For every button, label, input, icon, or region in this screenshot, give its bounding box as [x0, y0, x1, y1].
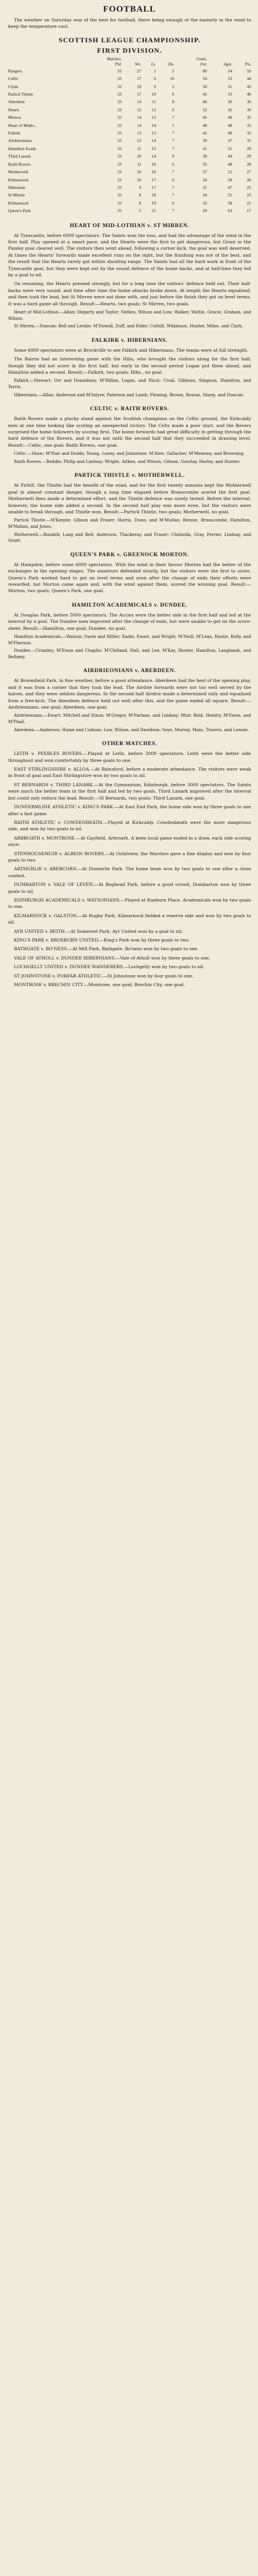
stat-cell: 50: [202, 83, 207, 89]
league-table-body: [8, 67, 251, 215]
stat-cell: 19: [151, 200, 157, 206]
stat-cell: 39: [202, 138, 207, 144]
team-lineup: Partick Thistle.—M'Kenzie; Gibson and Fraser; Harris, Dunn, and M'Mullan; Bennie, Branscombe, Hamilton, M'Mahon, and Jones.: [8, 517, 251, 530]
stat-cell: 17: [246, 208, 251, 214]
stat-cell: 18: [151, 192, 157, 198]
table-row: [8, 129, 251, 137]
table-row: [8, 90, 251, 98]
league-table-header-1: [8, 57, 251, 62]
stat-cell: 40: [227, 115, 232, 121]
stat-cell: 33: [117, 122, 122, 128]
stat-cell: 17: [151, 177, 157, 183]
team-name-cell: Partick Thistle: [8, 92, 34, 97]
team-name-cell: Raith Rovers: [8, 161, 31, 167]
stat-cell: 7: [172, 208, 175, 214]
stat-cell: 31: [202, 184, 207, 190]
report-paragraph: ARTHURLIE v. ABERCORN.—At Dunterlie Park. The home team won by two goals to one after a close contest.: [8, 866, 251, 878]
table-row: [8, 160, 251, 168]
section-heading: OTHER MATCHES.: [102, 741, 157, 747]
stat-cell: 17: [137, 92, 141, 97]
stat-cell: 40: [227, 130, 232, 136]
section-heading: CELTIC v. RAITH ROVERS.: [90, 406, 169, 413]
stat-cell: 7: [172, 130, 175, 136]
stat-cell: 6: [172, 161, 175, 167]
stat-cell: 25: [246, 184, 251, 190]
stat-cell: 33: [246, 130, 251, 136]
stat-cell: 33: [117, 154, 122, 159]
intro-paragraph: The weather on Saturday was of the best for football, there being enough of the easterly in the wind to keep the temperature cool.: [8, 17, 251, 30]
table-row: [8, 75, 251, 82]
report-paragraph: On resuming, the Hearts pressed strongly, but for a long time the visitors' defence held out. Their half-backs were very sound, and time after time the home attacks broke down. At length the Hearts equalised, and then took the lead, but St Mirren were not done with, and just before the finish they got on level terms. It was a hard game all through. Result:—Hearts, two goals; St Mirren, two goals.: [8, 281, 251, 307]
stat-cell: 33: [117, 92, 122, 97]
table-header-cell: [156, 57, 174, 62]
report-paragraph: LOCHGELLY UNITED v. DUNDEE WANDERERS.—Lochgelly won by two goals to nil.: [14, 964, 205, 970]
stat-cell: 54: [202, 76, 207, 82]
report-paragraph: The Bairns had an interesting game with the Hibs, who brought the visitors along for the first half, though they did not score in the first half, but early in the second period Logan put them ahead, and Hamilton added a second. Result:—Falkirk, two goals; Hibs., no goal.: [8, 356, 251, 375]
table-header-cell: [207, 57, 232, 62]
stat-cell: 6: [172, 107, 175, 112]
table-header-cell: [122, 57, 141, 62]
team-name-cell: Aberdeen: [8, 99, 25, 105]
stat-cell: 7: [172, 115, 175, 121]
table-row: [8, 207, 251, 214]
team-lineup: Falkirk.—Stewart; Orr and Donaldson; M'Millan, Logan, and Nicol; Croal, Gibbons, Simpson, Hamilton, and Terris.: [8, 378, 251, 389]
team-lineup: Celtic.—Shaw; M'Nair and Dodds; Young, Loney, and Johnstone; M'Atee, Gallacher, M'Menemy, and Browning.: [14, 451, 245, 457]
stat-cell: 46: [202, 99, 207, 105]
stat-cell: 14: [151, 122, 157, 128]
stat-cell: 11: [137, 145, 141, 151]
stat-cell: 33: [117, 138, 122, 144]
table-row: [8, 137, 251, 144]
report-paragraph: KING'S PARK v. BROXBURN UNITED.—King's Park won by three goals to two.: [14, 937, 190, 943]
table-row: [8, 122, 251, 129]
stat-cell: 47: [227, 138, 232, 144]
stat-cell: 33: [227, 92, 232, 97]
stat-cell: 7: [172, 145, 175, 151]
stat-cell: 48: [202, 122, 207, 128]
stat-cell: 13: [137, 130, 141, 136]
stat-cell: 1: [154, 68, 157, 74]
stat-cell: 31: [227, 83, 232, 89]
table-row: [8, 114, 251, 121]
stat-cell: 14: [151, 154, 157, 159]
stat-cell: 63: [227, 208, 232, 214]
stat-cell: 33: [117, 184, 122, 190]
team-lineup: Aberdeen.—Anderson; Hume and Colman; Low, Wilson, and Davidson; Soye, Murray, Main, Travers, and Lennie.: [14, 727, 249, 732]
stat-cell: 50: [227, 177, 232, 183]
stat-cell: 11: [151, 99, 157, 105]
team-lineup: Hibernians.—Allan; Anderson and M'Intyre; Paterson and Lamb; Fleming, Brown, Rowan, Sharp, and Duncan.: [14, 392, 245, 397]
stat-cell: 42: [227, 107, 232, 112]
stat-cell: 33: [227, 76, 232, 82]
stat-cell: 15: [151, 145, 157, 151]
league-table-header-2: [8, 62, 251, 67]
table-header-cell: Ls.: [151, 61, 157, 67]
team-name-cell: Hearts: [8, 107, 20, 112]
table-row: [8, 106, 251, 114]
stat-cell: 33: [117, 169, 122, 175]
stat-cell: 9: [172, 154, 175, 159]
stat-cell: 52: [227, 169, 232, 175]
stat-cell: 58: [227, 200, 232, 206]
stat-cell: 12: [137, 138, 141, 144]
table-row: [8, 67, 251, 75]
table-header-cell: [8, 62, 77, 67]
team-name-cell: Queen's Park: [8, 208, 31, 214]
stat-cell: 14: [137, 115, 141, 121]
section-heading: AIRDRIEONIANS v. ABERDEEN.: [83, 668, 176, 674]
stat-cell: 52: [202, 107, 207, 112]
stat-cell: 44: [227, 154, 232, 159]
stat-cell: 7: [172, 192, 175, 198]
report-paragraph: KILMARNOCK v. GALSTON.—At Rugby Park. Kilmarnock fielded a reserve side and won by two goals to nil.: [8, 913, 251, 925]
team-name-cell: Hamilton Acads.: [8, 145, 37, 151]
team-lineup: Motherwell.—Rundell; Lang and Bell; Anderson, Thackeray, and Fraser; Chisholm, Gray, Ferrier, Lindsay, and Grant.: [8, 531, 251, 543]
team-lineup: Airdrieonians.—Ewart; Mitchell and Dixon; M'Gregor, M'Farlane, and Lindsay; Muir, Reid, Hendry, M'Ewan, and M'Phail.: [8, 713, 251, 725]
stat-cell: 33: [117, 192, 122, 198]
report-paragraph: AYR UNITED v. BEITH.—At Somerset Park. Ayr United won by a goal to nil.: [14, 928, 183, 934]
stat-cell: 22: [246, 200, 251, 206]
stat-cell: 36: [227, 99, 232, 105]
stat-cell: 13: [151, 130, 157, 136]
division-title: FIRST DIVISION.: [97, 46, 162, 54]
report-paragraph: At Tynecastle, before 6000 spectators. The Saints won the toss, and had the advantage of the wind in the first half. Play opened at a smart pace, and the Hearts were the first to get dangerous, but Grant in the Paisley goal cleared well. The visitors then went ahead, following a corner kick, the goal was well deserved. At times the Hearts' forwards made excellent runs on the right, but the finishing was not of the best, and the result that the Hearts rarely got within shooting range. The Saints had all the hard work in front of the Tynecastle goal, but they were kept out by the sound defence of the home backs, and at half-time they led by a goal to nil.: [8, 232, 251, 278]
page-title: FOOTBALL: [103, 5, 157, 14]
stat-cell: 14: [137, 122, 141, 128]
stat-cell: 33: [117, 76, 122, 82]
stat-cell: 6: [154, 76, 157, 82]
stat-cell: 5: [172, 122, 175, 128]
section-heading: HEART OF MID-LOTHIAN v. ST MIRREN.: [70, 222, 190, 229]
stat-cell: 6: [172, 177, 175, 183]
team-lineup: St Mirren.—Duncan; Bell and Leckie; M'Dowall, Duff, and Elder; Cuthill, Wilkinson, Hunter, Milne, and Clark.: [14, 323, 244, 329]
stat-cell: 5: [172, 83, 175, 89]
stat-cell: 35: [246, 115, 251, 121]
stat-cell: 34: [202, 177, 207, 183]
team-name-cell: Celtic: [8, 76, 19, 82]
table-header-cell: Pld.: [115, 61, 122, 67]
report-paragraph: BATHGATE v. BO'NESS.—At Mill Park, Bathgate. Bo'ness won by two goals to one.: [14, 946, 199, 952]
team-name-cell: Hibernian: [8, 184, 26, 190]
stat-cell: 33: [117, 208, 122, 214]
stat-cell: 48: [227, 161, 232, 167]
team-lineup: Hamilton Academicals.—Watson; Davie and Miller; Eadie, Ewart, and Wright; M'Neill, M'Lean, Hastie, Kelly, and M'Pherson.: [8, 634, 251, 645]
team-name-cell: Kilmarnock: [8, 200, 29, 206]
table-header-cell: [8, 57, 77, 62]
team-name-cell: Third Lanark: [8, 154, 31, 159]
report-paragraph: DUMBARTON v. VALE OF LEVEN.—At Boghead Park, before a good crowd. Dumbarton won by three goals to nil.: [8, 882, 251, 894]
stat-cell: 6: [172, 92, 175, 97]
report-paragraph: ARBROATH v. MONTROSE.—At Gayfield, Arbroath. A keen local game ended in a draw, each side scoring once.: [8, 835, 251, 848]
table-header-cell: Wn.: [135, 61, 141, 67]
stat-cell: 19: [137, 83, 141, 89]
stat-cell: 36: [246, 107, 251, 112]
table-header-cell: [232, 57, 251, 62]
stat-cell: 29: [246, 145, 251, 151]
stat-cell: 33: [117, 145, 122, 151]
report-paragraph: Raith Rovers made a plucky stand against the Scottish champions on the Celtic ground, the Kirkcaldy men at one time looking like scoring an unexpected victory. The Celts made a poor start, and the Rovers surprised the home followers by scoring first. The home forwards had great difficulty in getting through the hard defence of the Rovers, and it was not until the second half that they succeeded in drawing level. Result:—Celtic, one goal; Raith Rovers, one goal.: [8, 416, 251, 448]
stat-cell: 33: [117, 130, 122, 136]
team-name-cell: Rangers: [8, 68, 23, 74]
stat-cell: 16: [151, 169, 157, 175]
stat-cell: 51: [227, 145, 232, 151]
stat-cell: 80: [202, 68, 207, 74]
team-name-cell: Morton: [8, 115, 21, 121]
report-paragraph: DUNFERMLINE ATHLETIC v. KING'S PARK.—At East End Park, the home side won by three goals to one after a fast game.: [8, 804, 251, 816]
team-name-cell: St Mirren: [8, 192, 25, 198]
stat-cell: 16: [151, 161, 157, 167]
stat-cell: 33: [117, 177, 122, 183]
stat-cell: 10: [151, 92, 157, 97]
league-title: SCOTTISH LEAGUE CHAMPIONSHIP.: [59, 35, 201, 44]
team-name-cell: Clyde: [8, 83, 19, 89]
stat-cell: 9: [139, 184, 141, 190]
stat-cell: 33: [117, 68, 122, 74]
report-paragraph: EAST STIRLINGSHIRE v. ALLOA.—At Bainsford, before a moderate attendance. The visitors were weak in front of goal and East Stirlingshire won by two goals to nil.: [8, 767, 251, 779]
stat-cell: 23: [246, 192, 251, 198]
report-paragraph: LEITH v. PEEBLES ROVERS.—Played at Leith, before 3000 spectators. Leith were the better side throughout and won comfortably by three goals to one.: [8, 751, 251, 763]
stat-cell: 12: [151, 107, 157, 112]
stat-cell: 35: [202, 161, 207, 167]
team-name-cell: Falkirk: [8, 130, 21, 136]
section-heading: QUEEN'S PARK v. GREENOCK MORTON.: [70, 552, 189, 558]
stat-cell: 12: [151, 115, 157, 121]
stat-cell: 24: [227, 68, 232, 74]
stat-cell: 10: [137, 177, 141, 183]
table-row: [8, 152, 251, 160]
stat-cell: 48: [227, 122, 232, 128]
team-lineup: Raith Rovers.—Reddie; Philip and Lindsay; Wright, Aitken, and Wilson; Gibson, Gourlay, Harley, and Hunter.: [14, 458, 241, 464]
stat-cell: 10: [137, 169, 141, 175]
stat-cell: 29: [202, 208, 207, 214]
stat-cell: 33: [117, 99, 122, 105]
stat-cell: 33: [117, 83, 122, 89]
stat-cell: 33: [117, 107, 122, 112]
stat-cell: 17: [151, 184, 157, 190]
section-heading: PARTICK THISTLE v. MOTHERWELL.: [74, 473, 185, 479]
stat-cell: 37: [202, 169, 207, 175]
stat-cell: 26: [246, 177, 251, 183]
stat-cell: 59: [246, 68, 251, 74]
stat-cell: 7: [172, 184, 175, 190]
table-header-cell: Matches.: [107, 56, 122, 61]
league-table: [8, 57, 251, 215]
stat-cell: 45: [202, 115, 207, 121]
stat-cell: 31: [246, 138, 251, 144]
report-paragraph: Some 6000 spectators were at Brockville to see Falkirk and Hibernians. The teams were at full strength.: [14, 347, 248, 353]
stat-cell: 33: [117, 200, 122, 206]
stat-cell: 45: [202, 92, 207, 97]
stat-cell: 41: [202, 145, 207, 151]
report-paragraph: At Firhill, the Thistle had the benefit of the wind, and for the first twenty minutes kept the Motherwell goal in almost constant danger, though a long time elapsed before Branscombe scored the first goal. Motherwell then made a determined effort, and the Thistle defence was sorely tested. Before the interval, however, the home side added a second. In the second half play was more even, but the visitors were unable to break through, and Thistle won. Result:—Partick Thistle, two goals; Motherwell, no goal.: [8, 483, 251, 515]
table-header-cell: Goals.: [196, 56, 207, 61]
table-header-cell: Pts.: [245, 61, 251, 67]
report-paragraph: At Hampden, before some 6000 spectators. With the wind in their favour Morton had the better of the exchanges in the opening stages. The amateurs defended stoutly, but the visitors were the first to score. Queen's Park worked hard to get on level terms and soon after the change of ends their efforts were rewarded, but Morton came again and, with the wind against them, scored the winning goal. Result:—Morton, two goals; Queen's Park, one goal.: [8, 561, 251, 594]
stat-cell: 44: [246, 76, 251, 82]
stat-cell: 17: [137, 76, 141, 82]
report-paragraph: VALE OF ATHOLL v. DUNDEE HIBERNIANS.—Vale of Atholl won by three goals to one.: [14, 955, 210, 961]
stat-cell: 9: [154, 83, 157, 89]
table-header-cell: Dn.: [168, 61, 175, 67]
report-paragraph: ST JOHNSTONE v. FORFAR ATHLETIC.—St Johnstone won by four goals to one.: [14, 973, 194, 979]
stat-cell: 33: [117, 161, 122, 167]
stat-cell: 21: [151, 208, 157, 214]
stat-cell: 11: [137, 161, 141, 167]
table-row: [8, 98, 251, 105]
stat-cell: 29: [246, 154, 251, 159]
stat-cell: 15: [137, 107, 141, 112]
stat-cell: 36: [246, 99, 251, 105]
team-lineup: Heart of Mid-Lothian.—Allan; Hegarty and Taylor; Nellies, Wilson and Low; Walker, Wattie, Gracie, Graham, and Wilson.: [8, 309, 251, 321]
report-paragraph: At Douglas Park, before 5000 spectators. The Accies were the better side in the first half and led at the interval by a goal. The Dundee men improved after the change of ends, but were unable to get on the score-sheet. Result:—Hamilton, one goal; Dundee, no goal.: [8, 612, 251, 631]
table-header-cell: Agst.: [224, 61, 232, 67]
stat-cell: 28: [246, 161, 251, 167]
match-reports: [8, 223, 251, 988]
report-paragraph: EDINBURGH ACADEMICALS v. WATSONIANS.—Played at Raeburn Place. Academicals won by two goals to one.: [8, 897, 251, 910]
stat-cell: 27: [137, 68, 141, 74]
stat-cell: 34: [202, 192, 207, 198]
stat-cell: 8: [172, 99, 175, 105]
report-paragraph: STENHOUSEMUIR v. ALBION ROVERS.—At Ochilview, the Warriors gave a fine display and won by four goals to two.: [8, 851, 251, 863]
stat-cell: 5: [172, 68, 175, 74]
stat-cell: 43: [246, 83, 251, 89]
report-paragraph: MONTROSE v. BRECHIN CITY.—Montrose, one goal; Brechin City, one goal.: [14, 982, 185, 988]
stat-cell: 47: [227, 184, 232, 190]
stat-cell: 40: [246, 92, 251, 97]
report-paragraph: At Broomfield Park, in fine weather, before a good attendance. Aberdeen had the best of the opening play, and it was from a corner that they took the lead. The Airdrie forwards were not too well served by the halves, and they were seldom dangerous. In the second half Airdrie made a determined rally and equalised from a free-kick. The Aberdeen defence held out well after this, and the game ended all square. Result:—Airdrieonians, one goal; Aberdeen, one goal.: [8, 678, 251, 710]
stat-cell: 42: [202, 130, 207, 136]
stat-cell: 8: [139, 192, 141, 198]
table-row: [8, 168, 251, 176]
stat-cell: 33: [202, 200, 207, 206]
stat-cell: 33: [246, 122, 251, 128]
table-header-cell: For.: [200, 61, 207, 67]
stat-cell: 7: [172, 169, 175, 175]
team-name-cell: Kilmarnock: [8, 177, 29, 183]
stat-cell: 38: [202, 154, 207, 159]
table-row: [8, 83, 251, 90]
table-header-cell: [141, 57, 157, 62]
stat-cell: 14: [151, 138, 157, 144]
report-paragraph: ST BERNARDS v. THIRD LANARK.—At the Gymnasium, Edinburgh, before 3000 spectators. The Saints were much the better team in the first half and led by two goals. Third Lanark improved after the interval but could only reduce the lead. Result:—St Bernards, two goals; Third Lanark, one goal.: [8, 782, 251, 801]
section-heading: FALKIRK v. HIBERNIANS.: [92, 337, 168, 344]
stat-cell: 10: [137, 154, 141, 159]
table-row: [8, 199, 251, 207]
stat-cell: 14: [137, 99, 141, 105]
stat-cell: 6: [172, 200, 175, 206]
report-paragraph: RAITH ATHLETIC v. COWDENBEATH.—Played at Kirkcaldy. Cowdenbeath were the more dangerous side, and won by two goals to nil.: [8, 819, 251, 832]
team-name-cell: Heart of Midlo...: [8, 122, 37, 128]
stat-cell: 8: [139, 200, 141, 206]
stat-cell: 10: [170, 76, 175, 82]
section-heading: HAMILTON ACADEMICALS v. DUNDEE.: [72, 602, 187, 608]
stat-cell: 55: [227, 192, 232, 198]
team-lineup: Dundee.—Crumley; M'Ewan and Chaplin; M'Clelland, Hall, and Lee; M'Kay, Hunter, Hamilton, Langlands, and Bellamy.: [8, 648, 251, 659]
stat-cell: 7: [172, 138, 175, 144]
table-row: [8, 184, 251, 191]
table-row: [8, 176, 251, 184]
table-row: [8, 191, 251, 199]
team-name-cell: Motherwell: [8, 169, 28, 175]
stat-cell: 5: [139, 208, 141, 214]
stat-cell: 33: [117, 115, 122, 121]
table-row: [8, 145, 251, 152]
stat-cell: 27: [246, 169, 251, 175]
team-name-cell: Airdrieonians: [8, 138, 32, 144]
